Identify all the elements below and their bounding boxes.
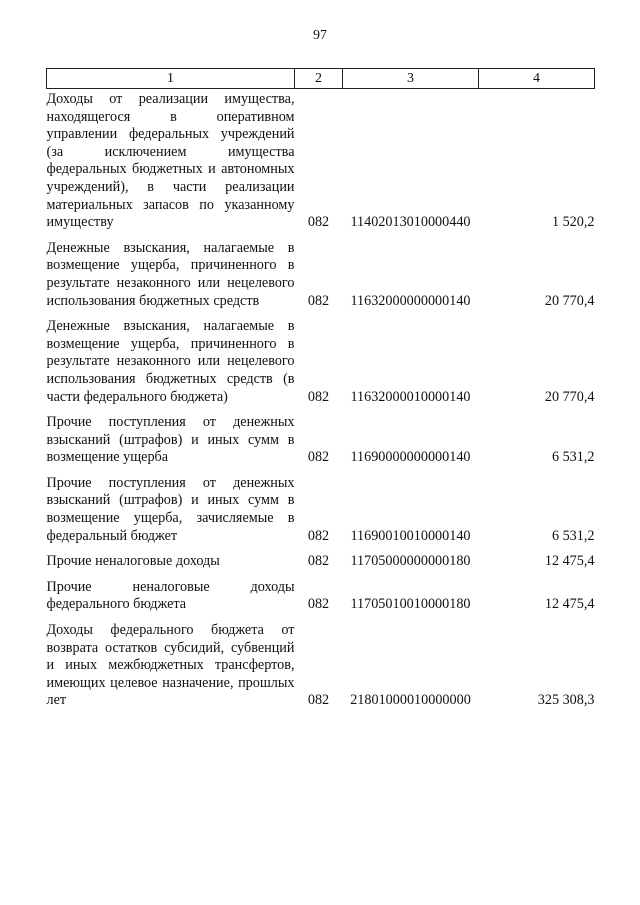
row-classification-code: 11705000000000180 — [350, 553, 471, 570]
page-number: 97 — [313, 28, 327, 43]
table-row — [47, 89, 595, 240]
row-classification-code: 11632000000000140 — [350, 292, 471, 309]
table-row — [47, 414, 595, 475]
row-admin-code: 082 — [307, 292, 330, 309]
row-amount: 6 531,2 — [551, 449, 595, 466]
row-amount: 6 531,2 — [551, 527, 595, 544]
column-header-3: 3 — [343, 69, 479, 89]
table-row — [47, 579, 595, 622]
table-row — [47, 318, 595, 414]
table-row — [47, 622, 595, 718]
row-amount: 1 520,2 — [551, 214, 595, 231]
row-classification-code: 11632000010000140 — [350, 388, 471, 405]
column-header-4: 4 — [479, 69, 595, 89]
row-admin-code: 082 — [307, 214, 330, 231]
row-amount: 12 475,4 — [544, 553, 595, 570]
row-admin-code: 082 — [307, 692, 330, 709]
row-admin-code: 082 — [307, 449, 330, 466]
row-admin-code: 082 — [307, 596, 330, 613]
column-header-2: 2 — [295, 69, 343, 89]
row-description: Прочие поступления от денежных взысканий (штрафов) и иных сумм в возмещение ущерба — [46, 414, 295, 466]
row-description: Денежные взыскания, налагаемые в возмещение ущерба, причиненного в результате незаконного или нецелевого использования бюджетных средств — [46, 239, 295, 309]
row-description: Доходы федерального бюджета от возврата остатков субсидий, субвенций и иных межбюджетных трансфертов, имеющих целевое назначение, прошлых лет — [46, 622, 295, 709]
row-amount: 325 308,3 — [537, 692, 595, 709]
row-admin-code: 082 — [307, 388, 330, 405]
row-classification-code: 11690000000000140 — [350, 449, 471, 466]
table-row — [47, 475, 595, 553]
row-classification-code: 11690010010000140 — [350, 527, 471, 544]
row-description: Денежные взыскания, налагаемые в возмещение ущерба, причиненного в результате незаконного или нецелевого использования бюджетных средств (в части федерального бюджета) — [46, 318, 295, 405]
row-amount: 20 770,4 — [544, 292, 595, 309]
row-description: Прочие поступления от денежных взысканий (штрафов) и иных сумм в возмещение ущерба, зачисляемые в федеральный бюджет — [46, 474, 295, 544]
row-classification-code: 11402013010000440 — [350, 214, 471, 231]
table-row — [47, 553, 595, 579]
row-description: Прочие неналоговые доходы федерального бюджета — [46, 578, 295, 613]
row-classification-code: 21801000010000000 — [350, 692, 471, 709]
row-description: Доходы от реализации имущества, находящегося в оперативном управлении федеральных учреждений (за исключением имущества федеральных бюджетных и автономных учреждений), в части реализации материальных запасов по указанному имуществу — [46, 91, 295, 231]
table-header-row — [47, 69, 595, 89]
row-amount: 12 475,4 — [544, 596, 595, 613]
table-row — [47, 240, 595, 318]
row-description: Прочие неналоговые доходы — [46, 553, 220, 570]
row-amount: 20 770,4 — [544, 388, 595, 405]
column-header-1: 1 — [47, 69, 295, 89]
row-classification-code: 11705010010000180 — [350, 596, 471, 613]
row-admin-code: 082 — [307, 527, 330, 544]
budget-table — [46, 68, 595, 718]
row-admin-code: 082 — [307, 553, 330, 570]
